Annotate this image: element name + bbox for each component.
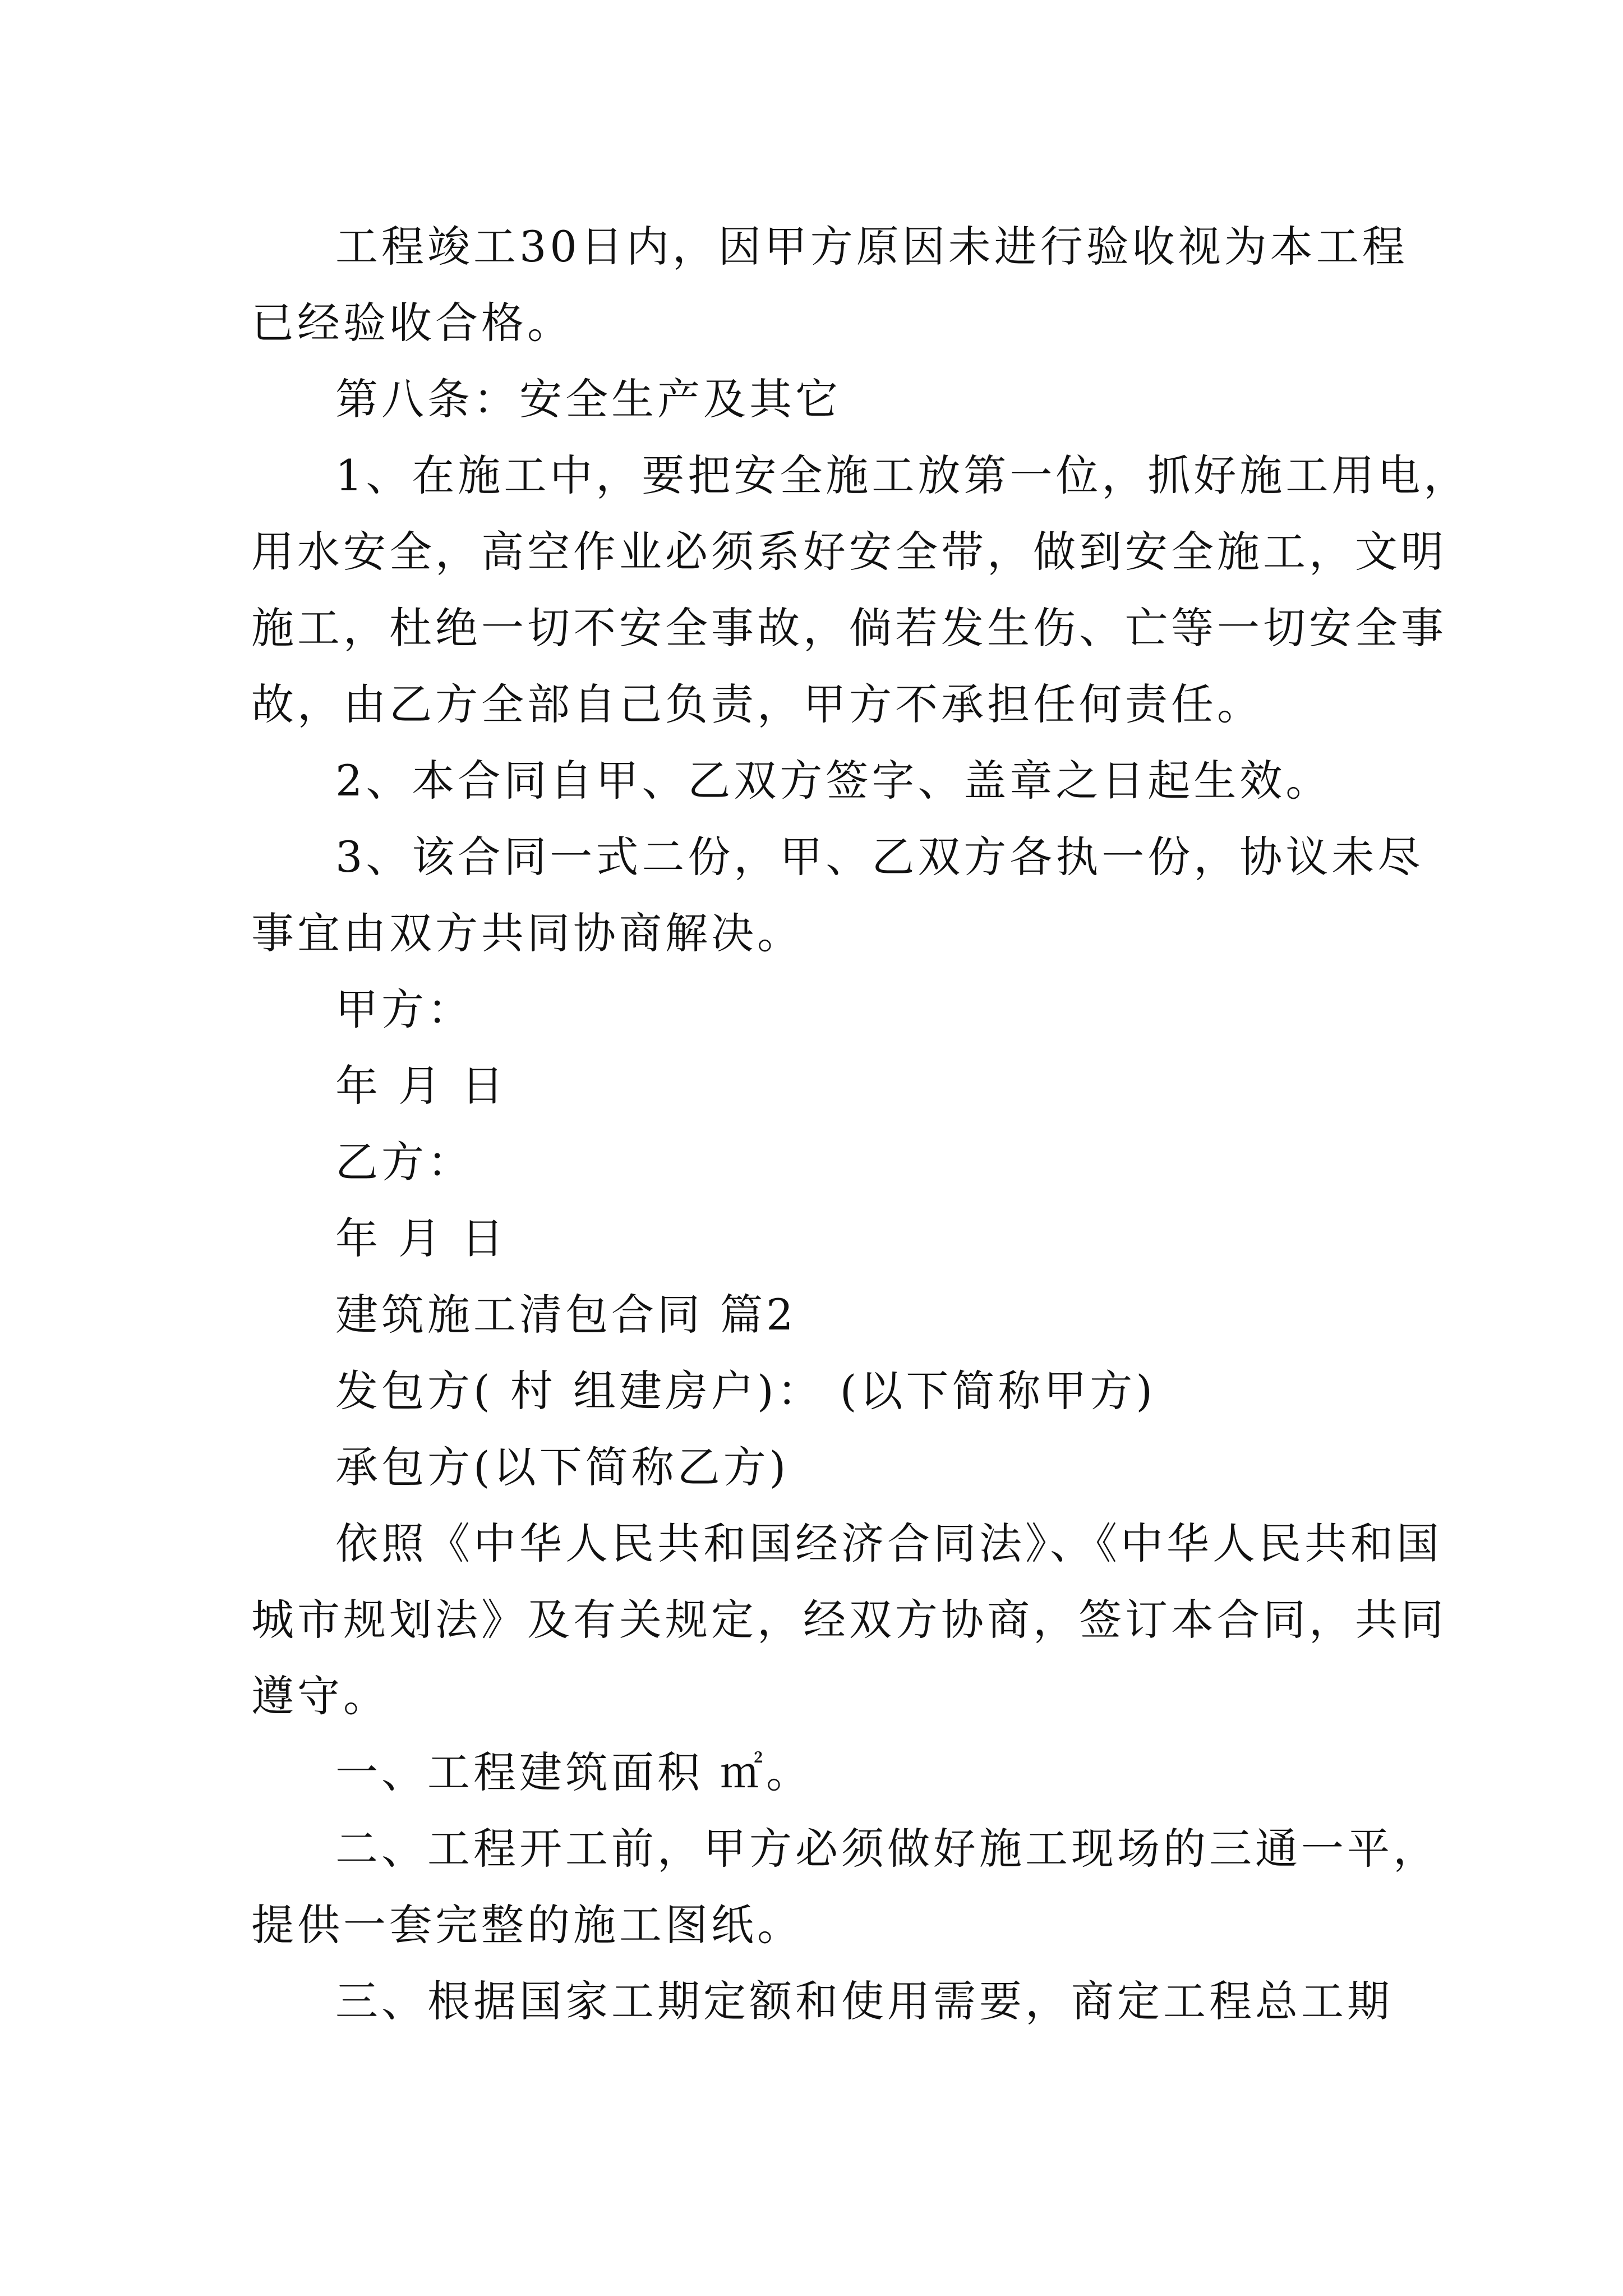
clause-line: 三、根据国家工期定额和使用需要，商定工程总工期 [335,1976,1393,2026]
party-b-signature-label: 乙方： [335,1137,473,1187]
paragraph-line: 2、本合同自甲、乙双方签字、盖章之日起生效。 [335,756,1332,806]
paragraph-line: 施工，杜绝一切不安全事故，倘若发生伤、亡等一切安全事 [251,603,1447,653]
contractor-line: 承包方(以下简称乙方) [335,1442,790,1492]
employer-line: 发包方( 村 组建房户)： (以下简称甲方) [335,1366,1156,1416]
clause-line: 提供一套完整的施工图纸。 [251,1900,803,1950]
paragraph-line: 已经验收合格。 [251,298,573,348]
paragraph-line: 故，由乙方全部自己负责，甲方不承担任何责任。 [251,679,1263,729]
paragraph-line: 工程竣工30日内，因甲方原因未进行验收视为本工程 [335,222,1408,272]
party-a-date-line: 年 月 日 [335,1061,508,1111]
paragraph-line: 依照《中华人民共和国经济合同法》、《中华人民共和国 [335,1519,1442,1568]
party-b-date-line: 年 月 日 [335,1213,508,1263]
paragraph-line: 城市规划法》及有关规定，经双方协商，签订本合同，共同 [251,1595,1447,1645]
paragraph-line: 遵守。 [251,1671,389,1721]
paragraph-line: 3、该合同一式二份，甲、乙双方各执一份，协议未尽 [335,832,1424,882]
clause-line: 二、工程开工前，甲方必须做好施工现场的三通一平， [335,1824,1439,1874]
clause-line: 一、工程建筑面积 ㎡。 [335,1747,813,1797]
contract-title: 建筑施工清包合同 篇2 [335,1290,797,1340]
paragraph-line: 用水安全，高空作业必须系好安全带，做到安全施工，文明 [251,527,1447,577]
section-heading: 第八条：安全生产及其它 [335,374,841,424]
document-body [251,209,1470,2040]
party-a-signature-label: 甲方： [335,984,473,1034]
paragraph-line: 事宜由双方共同协商解决。 [251,908,803,958]
paragraph-line: 1、在施工中，要把安全施工放第一位，抓好施工用电， [335,450,1470,500]
